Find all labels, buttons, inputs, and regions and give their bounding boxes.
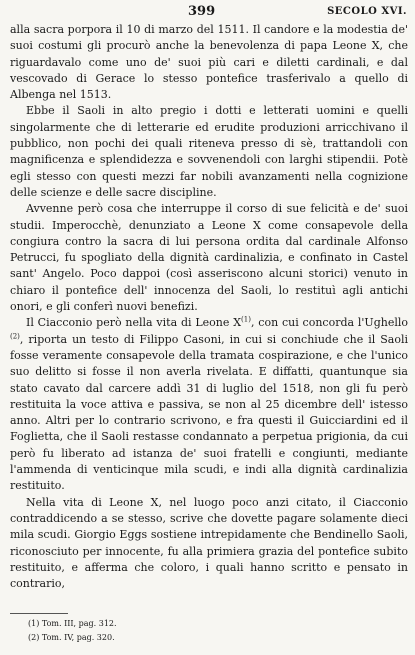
footnote-1: (1) Tom. III, pag. 312. — [28, 619, 117, 628]
page-number: 399 — [188, 4, 216, 19]
footnote-ref-2[interactable]: (2) — [10, 331, 20, 340]
paragraph-4-part-2: , con cui concorda l'Ughello — [250, 316, 408, 330]
paragraph-4-part-3: , riporta un testo di Filippo Casoni, in cui si conchiude che il Saoli fosse veramente consapevole della tramata cospirazione, e che l'unico suo delitto si fosse il non averla rivelata. E diffatti, quantunque sia stato cavato dal carcere addì 31 di luglio del 1518, non gli fu però restituita la voce attiva e passiva, se non al 25 dicembre dell' istesso anno. Altri per lo contrario scrivono, e fra questi il Guicciardini ed il Foglietta, che il Saoli restasse condannato a perpetua prigionia, da cui però fu liberato ad istanza de' suoi fratelli e congiunti, mediante l'ammenda di venticinque mila scudi, e indi alla dignità cardinalizia restituito. — [10, 332, 408, 493]
paragraph-4 — [10, 315, 408, 494]
paragraph-4-part-1: Il Ciacconio però nella vita di Leone X — [26, 316, 242, 330]
paragraph-2: Ebbe il Saoli in alto pregio i dotti e letterati uomini e quelli singolarmente che di letterarie ed erudite produzioni arricchivano il pubblico, non pochi dei quali riteneva presso di sè, trattandoli con magnificenza e splendidezza e sovvenendoli con larghi stipendii. Potè egli stesso con questi mezzi far nobili avanzamenti nella cognizione delle scienze e delle sacre discipline. — [10, 104, 408, 199]
page-header — [0, 4, 415, 20]
body-text — [10, 22, 408, 592]
running-head: SECOLO XVI. — [327, 6, 407, 17]
paragraph-3: Avvenne però cosa che interruppe il corso di sue felicità e de' suoi studii. Imperocchè, denunziato a Leone X come consapevole della congiura contro la sacra di lui persona ordita dal cardinale Alfonso Petrucci, fu spogliato della dignità cardinalizia, e confinato in Castel sant' Angelo. Poco dappoi (così asseriscono alcuni storici) venuto in chiaro il pontefice dell' innocenza del Saoli, lo restituì agli antichi onori, e gli conferì nuovi benefizi. — [10, 202, 408, 314]
footnote-2: (2) Tom. IV, pag. 320. — [28, 633, 115, 642]
paragraph-1: alla sacra porpora il 10 di marzo del 1511. Il candore e la modestia de' suoi costumi gli procurò anche la benevolenza di papa Leone X, che riguardavalo come uno de' suoi più cari e diletti cardinali, e dal vescovado di Gerace lo stesso pontefice trasferivalo a quello di Albenga nel 1513. — [10, 23, 408, 102]
paragraph-5: Nella vita di Leone X, nel luogo poco anzi citato, il Ciacconio contraddicendo a se stesso, scrive che dovette pagare solamente dieci mila scudi. Giorgio Eggs sostiene intrepidamente che Bendinello Saoli, riconosciuto per innocente, fu alla primiera grazia del pontefice subito restituito, e afferma che coloro, i quali hanno scritto e pensato in contrario, — [10, 495, 408, 591]
footnote-rule — [10, 613, 68, 614]
footnotes — [28, 617, 117, 645]
footnote-ref-1[interactable]: (1) — [241, 315, 251, 324]
